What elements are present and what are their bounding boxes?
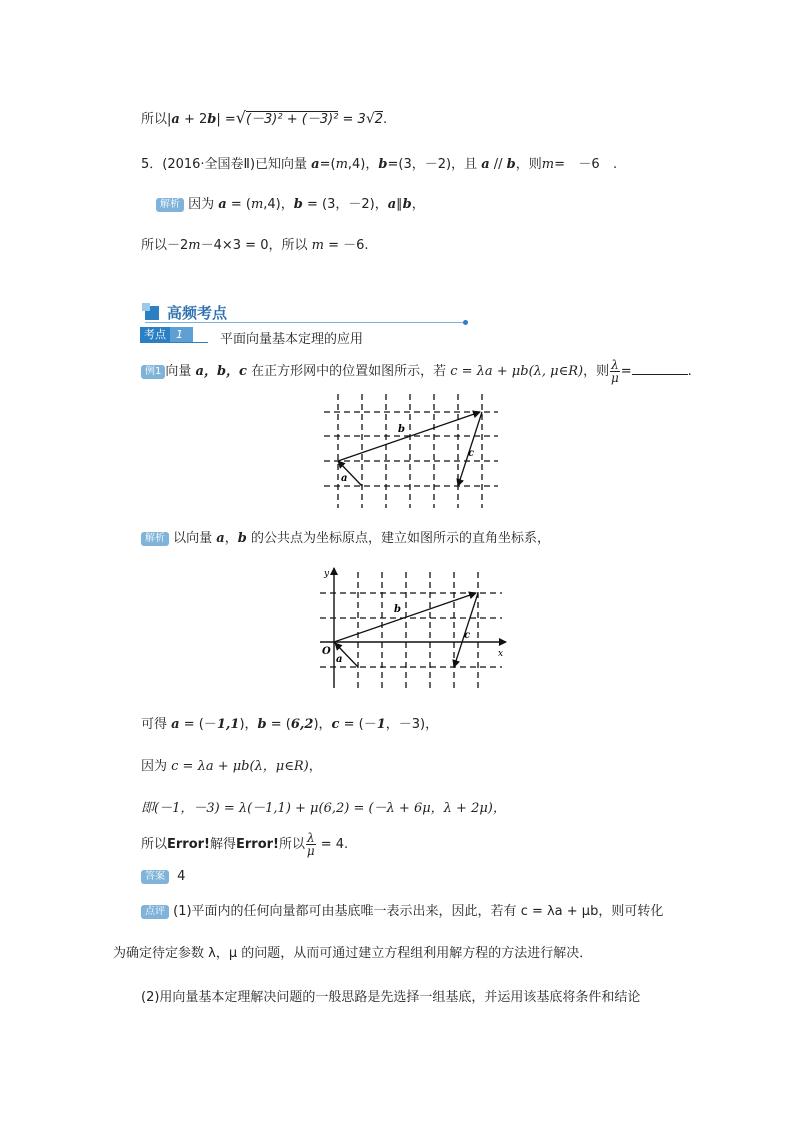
text: ，－3)， — [385, 717, 439, 732]
equation: c = λa + μb(λ, μ∈R) — [450, 364, 584, 379]
analysis-tag: 解析 — [141, 532, 169, 546]
vector-a: a — [171, 717, 180, 732]
text: . — [613, 157, 618, 172]
analysis-example-1 — [141, 527, 550, 546]
result-equation — [141, 755, 322, 774]
section-underline — [145, 322, 463, 323]
sqrt-sign: √ — [235, 108, 246, 127]
text: ， — [411, 197, 425, 212]
text: ∥ — [396, 197, 403, 212]
var-m: m — [188, 238, 201, 253]
analysis-q5-conclusion — [141, 234, 369, 253]
vector-a: a — [311, 157, 320, 172]
var-m: m — [250, 197, 264, 212]
text: ， — [308, 759, 322, 774]
example-tag: 例1 — [141, 365, 165, 379]
x-axis-label: x — [498, 649, 504, 659]
vector-b: b — [402, 197, 412, 212]
value: 1,1 — [216, 717, 240, 732]
text: 所以 — [279, 837, 306, 852]
key-point-label: 考点 — [140, 327, 170, 342]
text: )， — [313, 717, 332, 732]
text: = 3 — [338, 112, 366, 127]
text: 所以| — [141, 112, 172, 127]
text: = ( — [226, 197, 251, 212]
comment-tag: 点评 — [141, 905, 169, 919]
comment-line-1 — [141, 900, 663, 919]
vector-b: b — [207, 112, 217, 127]
text: = — [620, 364, 632, 379]
vector-b: b — [293, 197, 303, 212]
text: 的公共点为坐标原点，建立如图所示的直角坐标系， — [246, 531, 550, 546]
answer-value: 4 — [177, 869, 186, 884]
var-m: m — [311, 238, 324, 253]
text: + 2 — [179, 112, 208, 127]
value: 6,2 — [290, 717, 314, 732]
numerator: λ — [307, 831, 315, 845]
text: = (－ — [179, 717, 217, 732]
var-m: m — [541, 157, 555, 172]
fraction-lambda-mu — [306, 832, 316, 857]
origin-label: O — [322, 646, 331, 657]
result-line-magnitude — [141, 108, 387, 127]
text: 以向量 — [173, 531, 217, 546]
figure-grid-vectors — [320, 392, 502, 510]
vector-c: c — [331, 717, 340, 732]
value: 1 — [376, 717, 386, 732]
text: | = — [216, 112, 236, 127]
text: ， — [224, 531, 238, 546]
key-point-title: 平面向量基本定理的应用 — [220, 332, 364, 347]
result-components — [141, 713, 438, 732]
key-point-underline — [140, 342, 208, 343]
text: 可得 — [141, 717, 172, 732]
text: ,4)， — [263, 197, 294, 212]
vector-b: b — [257, 717, 267, 732]
vector-a: a — [218, 197, 227, 212]
text: . — [687, 364, 692, 379]
answer-blank — [632, 362, 688, 375]
text: －4×3 = 0，所以 — [200, 238, 312, 253]
label-c: c — [468, 448, 475, 459]
denominator: μ — [611, 371, 619, 385]
comment-text: (1)平面内的任何向量都可由基底唯一表示出来，因此，若有 c = λa + μb，则可转化 — [173, 904, 664, 919]
text: 5．(2016·全国卷Ⅱ)已知向量 — [141, 157, 312, 172]
result-expansion: 即(－1，－3) = λ(－1,1) + μ(6,2) = (－λ + 6μ，λ + 2μ)， — [141, 801, 506, 816]
text: 所以－2 — [141, 238, 189, 253]
label-a: a — [341, 473, 348, 484]
text: ,4)， — [347, 157, 379, 172]
text: = －6. — [323, 238, 369, 253]
vector-b: b — [378, 157, 388, 172]
result-solution — [141, 832, 348, 857]
comment-line-3: (2)用向量基本定理解决问题的一般思路是先选择一组基底，并运用该基底将条件和结论 — [141, 990, 641, 1005]
answer-value: －6 — [578, 157, 600, 172]
label-a: a — [336, 654, 343, 665]
section-header — [145, 302, 465, 320]
text: =( — [319, 157, 336, 172]
radicand: 2 — [374, 112, 384, 127]
label-c: c — [464, 630, 471, 641]
text: = ( — [266, 717, 291, 732]
numerator: λ — [611, 358, 619, 372]
label-b: b — [394, 604, 401, 615]
vectors-abc: a，b，c — [195, 364, 247, 379]
section-title: 高频考点 — [167, 304, 228, 322]
grid-lines — [320, 572, 502, 688]
error-text: Error! — [236, 837, 279, 852]
vector-a: a — [387, 197, 397, 212]
label-b: b — [398, 424, 405, 435]
vector-a: a — [481, 157, 490, 172]
fraction-lambda-mu — [610, 359, 620, 384]
y-axis-label: y — [324, 569, 330, 579]
vector-a: a — [216, 531, 225, 546]
key-point-badge — [140, 327, 193, 343]
text: // — [489, 157, 507, 172]
text: )， — [239, 717, 258, 732]
sqrt-sign: √ — [365, 111, 375, 127]
text: ，则 — [515, 157, 542, 172]
vector-b: b — [506, 157, 516, 172]
analysis-q5 — [156, 193, 425, 212]
question-5 — [141, 153, 617, 172]
text: = (3，－2)， — [302, 197, 388, 212]
answer-blank — [565, 153, 613, 172]
text: 向量 — [165, 364, 196, 379]
comment-line-2: 为确定待定参数 λ，μ 的问题，从而可通过建立方程组利用解方程的方法进行解决． — [113, 946, 593, 961]
text: ，则 — [583, 364, 610, 379]
text: 解得 — [210, 837, 237, 852]
var-m: m — [335, 157, 348, 172]
text: . — [383, 112, 388, 127]
answer-line — [141, 869, 185, 884]
text: = (－ — [339, 717, 377, 732]
error-text: Error! — [167, 837, 210, 852]
text: =(3，－2)，且 — [387, 157, 482, 172]
figure-coordinate-system — [316, 562, 512, 690]
section-square-accent-icon — [142, 303, 150, 311]
answer-tag: 答案 — [141, 870, 169, 884]
equation: c = λa + μb(λ，μ∈R) — [171, 759, 309, 774]
vector-a: a — [171, 112, 180, 127]
section-dot-icon — [463, 320, 468, 325]
text: 因为 — [141, 759, 172, 774]
text: = 4. — [316, 837, 349, 852]
text: 所以 — [141, 837, 168, 852]
analysis-tag: 解析 — [156, 198, 184, 212]
radicand: (－3)² + (－3)² — [245, 112, 339, 127]
denominator: μ — [306, 844, 315, 858]
key-point-number: 1 — [170, 327, 193, 342]
example-1 — [141, 359, 692, 384]
text: 在正方形网中的位置如图所示，若 — [246, 364, 451, 379]
vector-b: b — [237, 531, 247, 546]
text: 因为 — [188, 197, 219, 212]
text: = — [554, 157, 566, 172]
